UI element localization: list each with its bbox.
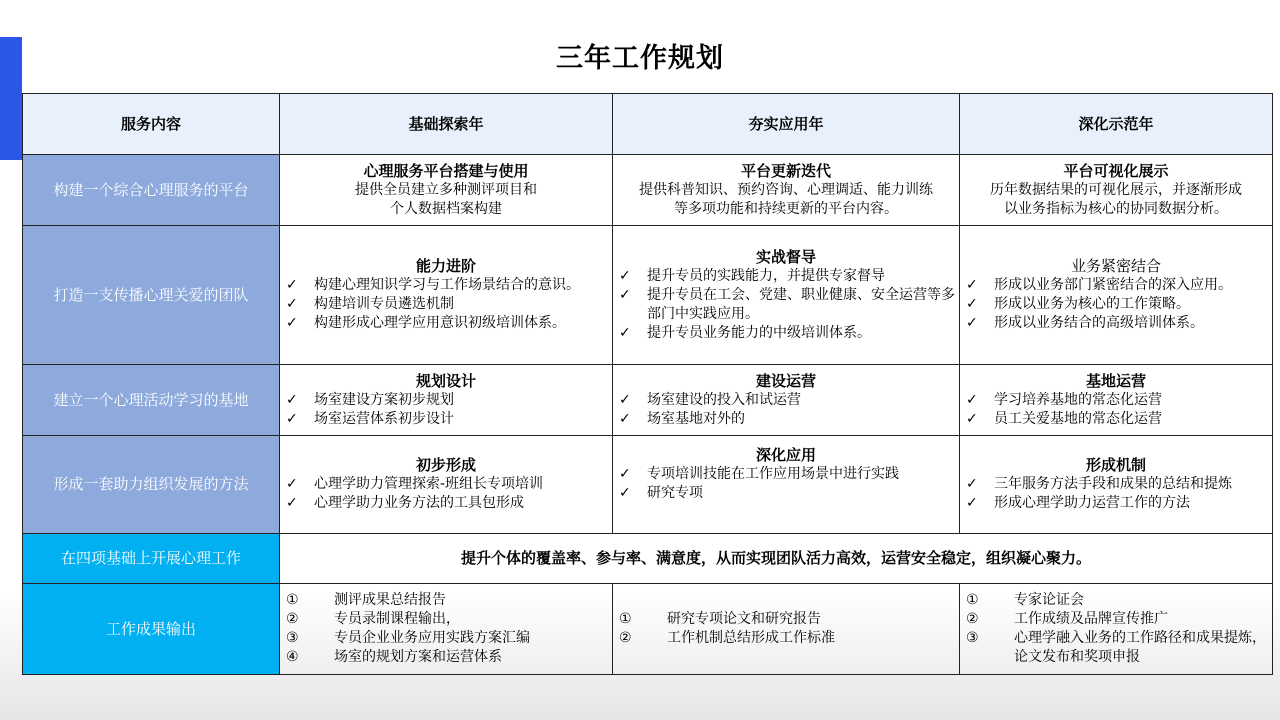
list-item	[284, 629, 608, 648]
check-list	[617, 391, 955, 429]
cell-desc: 提供科普知识、预约咨询、心理调适、能力训练	[639, 181, 933, 198]
list-item: ✓ 学习培养基地的常态化运营	[964, 391, 1268, 410]
cell-title: 深化应用	[755, 446, 816, 464]
list-item: ✓ 构建形成心理学应用意识初级培训体系。	[284, 314, 608, 333]
cell-year3	[960, 365, 1273, 436]
item-number: ④	[286, 649, 299, 665]
cell-desc: 提供全员建立多种测评项目和	[355, 181, 537, 198]
cell-year1	[280, 226, 613, 365]
item-text: 工作成绩及品牌宣传推广	[1014, 611, 1168, 627]
cell-year2	[613, 155, 960, 226]
list-item: ✓ 提升专员在工会、党建、职业健康、安全运营等多部门中实践应用。	[617, 286, 955, 324]
cell-title: 业务紧密结合	[1070, 257, 1161, 275]
header-service: 服务内容	[23, 94, 280, 155]
cell-title: 基地运营	[1085, 371, 1146, 390]
cell-desc: 以业务指标为核心的协同数据分析。	[1004, 200, 1228, 217]
list-item: ✓ 心理学助力管理探索-班组长专项培训	[284, 475, 608, 494]
list-item: ✓ 构建培训专员遴选机制	[284, 295, 608, 314]
item-text: 专员录制课程输出，	[334, 611, 460, 627]
list-item: ✓ 形成以业务为核心的工作策略。	[964, 295, 1268, 314]
row-label: 形成一套助力组织发展的方法	[23, 436, 280, 534]
cell-year3	[960, 436, 1273, 534]
list-item: ✓ 三年服务方法手段和成果的总结和提炼	[964, 475, 1268, 494]
row-label: 建立一个心理活动学习的基地	[23, 365, 280, 436]
check-list	[284, 276, 608, 333]
page-title: 三年工作规划	[556, 43, 724, 74]
cell-year1	[280, 155, 613, 226]
list-item: ✓ 场室运营体系初步设计	[284, 410, 608, 429]
list-item	[964, 610, 1268, 629]
table-row	[23, 436, 1273, 534]
output-list	[964, 591, 1268, 667]
table-header-row	[23, 94, 1273, 155]
item-number: ①	[966, 592, 979, 608]
list-item	[284, 648, 608, 667]
list-item: ✓ 研究专项	[617, 484, 955, 503]
list-item: ✓ 场室建设方案初步规划	[284, 391, 608, 410]
check-list	[617, 267, 955, 343]
output-row	[23, 584, 1273, 675]
cell-title: 平台可视化展示	[1063, 161, 1169, 180]
output-year3	[960, 584, 1273, 675]
list-item: ✓ 构建心理知识学习与工作场景结合的意识。	[284, 276, 608, 295]
output-year2	[613, 584, 960, 675]
cell-year2	[613, 436, 960, 534]
item-number: ①	[286, 592, 299, 608]
cell-desc: 等多项功能和持续更新的平台内容。	[674, 200, 898, 217]
list-item	[964, 629, 1268, 667]
item-number: ③	[286, 630, 299, 646]
item-text: 专家论证会	[1014, 592, 1084, 608]
cell-title: 平台更新迭代	[740, 161, 831, 180]
cell-year1	[280, 436, 613, 534]
cell-title: 形成机制	[1085, 456, 1146, 474]
item-text: 工作机制总结形成工作标准	[667, 630, 835, 646]
cell-title: 实战督导	[755, 247, 816, 266]
table-row	[23, 365, 1273, 436]
table-row	[23, 226, 1273, 365]
list-item: ✓ 心理学助力业务方法的工具包形成	[284, 494, 608, 513]
row-label: 打造一支传播心理关爱的团队	[23, 226, 280, 365]
item-text: 测评成果总结报告	[334, 592, 446, 608]
header-year3: 深化示范年	[960, 94, 1273, 155]
list-item	[617, 610, 955, 629]
check-list	[617, 465, 955, 503]
cell-title: 建设运营	[755, 371, 816, 390]
item-number: ②	[966, 611, 979, 627]
row-label: 在四项基础上开展心理工作	[23, 534, 280, 584]
item-text: 研究专项论文和研究报告	[667, 611, 821, 627]
list-item: ✓ 场室基地对外的	[617, 410, 955, 429]
item-number: ②	[286, 611, 299, 627]
item-number: ②	[619, 630, 632, 646]
cell-desc: 历年数据结果的可视化展示，并逐渐形成	[990, 181, 1242, 198]
list-item	[617, 629, 955, 648]
cell-title: 心理服务平台搭建与使用	[363, 161, 529, 180]
check-list	[964, 475, 1268, 513]
output-year1	[280, 584, 613, 675]
plan-table	[22, 93, 1273, 675]
check-list	[964, 391, 1268, 429]
cell-title: 能力进阶	[415, 257, 476, 275]
cell-year2	[613, 226, 960, 365]
list-item: ✓ 员工关爱基地的常态化运营	[964, 410, 1268, 429]
list-item: ✓ 形成心理学助力运营工作的方法	[964, 494, 1268, 513]
list-item: ✓ 形成以业务部门紧密结合的深入应用。	[964, 276, 1268, 295]
basis-content: 提升个体的覆盖率、参与率、满意度，从而实现团队活力高效，运营安全稳定，组织凝心聚力。	[280, 534, 1273, 584]
table-row	[23, 155, 1273, 226]
cell-year1	[280, 365, 613, 436]
check-list	[284, 391, 608, 429]
list-item: ✓ 形成以业务结合的高级培训体系。	[964, 314, 1268, 333]
item-text: 场室的规划方案和运营体系	[334, 649, 502, 665]
list-item	[284, 591, 608, 610]
list-item: ✓ 提升专员业务能力的中级培训体系。	[617, 324, 955, 343]
cell-year3	[960, 226, 1273, 365]
header-year2: 夯实应用年	[613, 94, 960, 155]
check-list	[964, 276, 1268, 333]
cell-year2	[613, 365, 960, 436]
output-list	[284, 591, 608, 667]
header-year1: 基础探索年	[280, 94, 613, 155]
row-label: 构建一个综合心理服务的平台	[23, 155, 280, 226]
cell-title: 初步形成	[415, 456, 476, 474]
item-number: ①	[619, 611, 632, 627]
list-item	[964, 591, 1268, 610]
item-text: 心理学融入业务的工作路径和成果提炼，论文发布和奖项申报	[1014, 630, 1266, 665]
row-label: 工作成果输出	[23, 584, 280, 675]
cell-desc: 个人数据档案构建	[390, 200, 502, 217]
list-item: ✓ 提升专员的实践能力，并提供专家督导	[617, 267, 955, 286]
check-list	[284, 475, 608, 513]
output-list	[617, 610, 955, 648]
list-item: ✓ 场室建设的投入和试运营	[617, 391, 955, 410]
list-item	[284, 610, 608, 629]
cell-year3	[960, 155, 1273, 226]
list-item: ✓ 专项培训技能在工作应用场景中进行实践	[617, 465, 955, 484]
item-number: ③	[966, 630, 979, 646]
cell-title: 规划设计	[415, 371, 476, 390]
item-text: 专员企业业务应用实践方案汇编	[334, 630, 530, 646]
basis-row	[23, 534, 1273, 584]
